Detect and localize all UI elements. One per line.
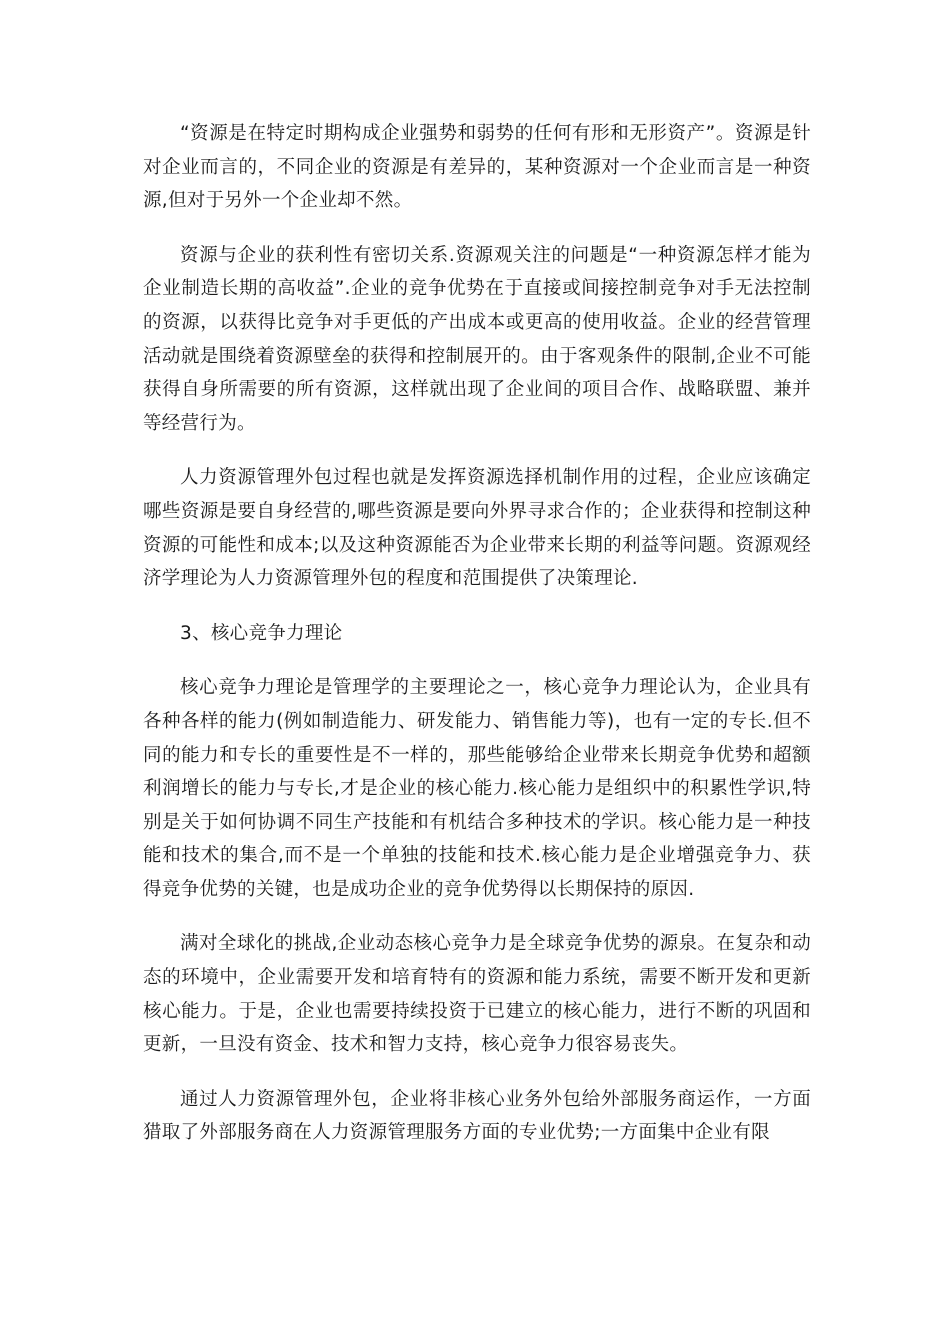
paragraph-core-competence-theory: 核心竞争力理论是管理学的主要理论之一，核心竞争力理论认为，企业具有各种各样的能力(例如制造能力、研发能力、销售能力等)，也有一定的专长.但不同的能力和专长的重要性是不一样的，那些能够给企业带来长期竞争优势和超额利润增长的能力与专长,才是企业的核心能力.核心能力是组织中的积累性学识,特别是关于如何协调不同生产技能和有机结合多种技术的学识。核心能力是一种技能和技术的集合,而不是一个单独的技能和技术.核心能力是企业增强竞争力、获得竞争优势的关键，也是成功企业的竞争优势得以长期保持的原因. — [143, 677, 811, 900]
paragraph-resource-definition: “资源是在特定时期构成企业强势和弱势的任何有形和无形资产”。资源是针对企业而言的，不同企业的资源是有差异的，某种资源对一个企业而言是一种资源,但对于另外一个企业却不然。 — [143, 123, 811, 212]
section-heading: 3、核心竞争力理论 — [180, 622, 343, 644]
paragraph-hr-outsourcing-process: 人力资源管理外包过程也就是发挥资源选择机制作用的过程，企业应该确定哪些资源是要自身经营的,哪些资源是要向外界寻求合作的；企业获得和控制这种资源的可能性和成本;以及这种资源能否为企业带来长期的利益等问题。资源观经济学理论为人力资源管理外包的程度和范围提供了决策理论. — [143, 467, 811, 590]
document-body — [143, 117, 811, 1171]
paragraph-globalization-challenge: 满对全球化的挑战,企业动态核心竞争力是全球竞争优势的源泉。在复杂和动态的环境中，企业需要开发和培育特有的资源和能力系统，需要不断开发和更新核心能力。于是，企业也需要持续投资于已建立的核心能力，进行不断的巩固和更新，一旦没有资金、技术和智力支持，核心竞争力很容易丧失。 — [143, 933, 811, 1056]
paragraph-resource-profitability: 资源与企业的获利性有密切关系.资源观关注的问题是“一种资源怎样才能为企业制造长期的高收益”.企业的竞争优势在于直接或间接控制竞争对手无法控制的资源，以获得比竞争对手更低的产出成本或更高的使用收益。企业的经营管理活动就是围绕着资源壁垒的获得和控制展开的。由于客观条件的限制,企业不可能获得自身所需要的所有资源，这样就出现了企业间的项目合作、战略联盟、兼并等经营行为。 — [143, 244, 811, 434]
paragraph-outsourcing-advantage: 通过人力资源管理外包，企业将非核心业务外包给外部服务商运作，一方面猎取了外部服务商在人力资源管理服务方面的专业优势;一方面集中企业有限 — [143, 1088, 811, 1144]
